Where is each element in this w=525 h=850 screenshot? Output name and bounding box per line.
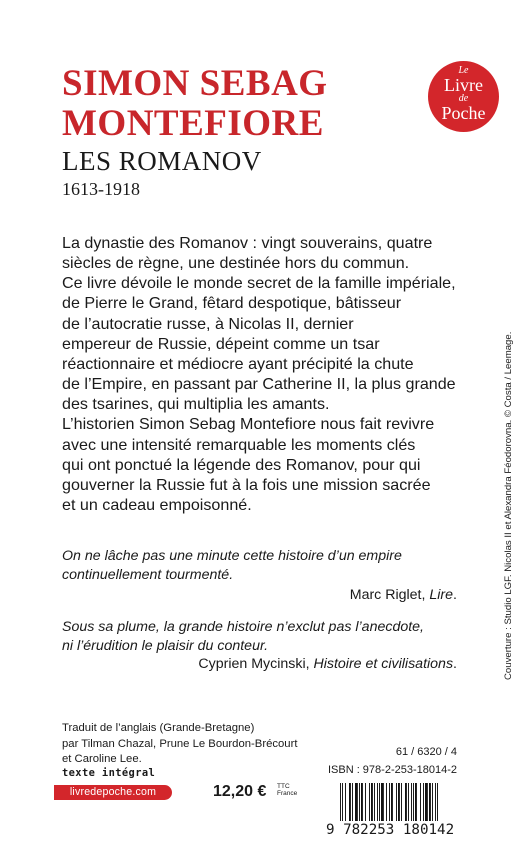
quote-punct: . — [453, 656, 457, 672]
barcode-bar — [374, 783, 375, 821]
translation-credits — [62, 721, 297, 768]
barcode-bar — [415, 783, 417, 821]
barcode-bar — [369, 783, 370, 821]
press-quote-2 — [62, 618, 462, 656]
summary-line: gouverner la Russie fut à la fois une mission sacrée — [62, 475, 431, 494]
integral-text-label: texte intégral — [62, 767, 156, 779]
summary-line: réactionnaire et médiocre ayant précipité la chute — [62, 354, 414, 373]
logo-line-1: Le — [458, 65, 469, 76]
barcode-bar — [345, 783, 346, 821]
barcode-bar — [408, 783, 409, 821]
summary-line: et un cadeau empoisonné. — [62, 496, 252, 515]
price-tax-line-1: TTC — [277, 783, 290, 790]
quote-author: Marc Riglet, — [349, 587, 430, 603]
barcode-bar — [413, 783, 414, 821]
barcode-bar — [396, 783, 397, 821]
barcode-bar — [420, 783, 421, 821]
summary-line: L’historien Simon Sebag Montefiore nous fait revivre — [62, 415, 435, 434]
barcode-bar — [386, 783, 387, 821]
barcode-bar — [411, 783, 412, 821]
quote-line: Sous sa plume, la grande histoire n’exclut pas l’anecdote, — [62, 619, 424, 635]
quote-line: On ne lâche pas une minute cette histoire d’un empire — [62, 548, 402, 564]
quote-punct: . — [453, 587, 457, 603]
quote-line: ni l’érudition le plaisir du conteur. — [62, 638, 269, 654]
author-line-2: MONTEFIORE — [62, 103, 324, 144]
livre-de-poche-logo — [428, 61, 499, 132]
barcode-bar — [391, 783, 393, 821]
barcode-bar — [355, 783, 358, 821]
press-quote-1 — [62, 547, 462, 585]
book-summary — [62, 233, 482, 515]
summary-line: Ce livre dévoile le monde secret de la famille impériale, — [62, 274, 456, 293]
book-title: LES ROMANOV — [62, 146, 262, 176]
logo-line-3: de — [458, 93, 469, 104]
author-name — [62, 64, 328, 144]
summary-line: avec une intensité remarquable les moments clés — [62, 435, 416, 454]
catalog-reference: 61 / 6320 / 4 — [395, 746, 457, 758]
quote-author: Cyprien Mycinski, — [198, 656, 314, 672]
summary-line: des tsarines, qui multiplia les amants. — [62, 395, 330, 414]
logo-line-2: Livre — [444, 75, 483, 95]
summary-line: qui ont ponctué la légende des Romanov, pour qui — [62, 455, 421, 474]
barcode-bar — [423, 783, 424, 821]
barcode-digits: 9 782253 180142 — [326, 822, 455, 838]
barcode-bar — [361, 783, 363, 821]
barcode-bar — [437, 783, 438, 821]
summary-line: de l’Empire, en passant par Catherine II, la plus grande — [62, 375, 456, 394]
cover-credit: Couverture : Studio LGF. Nicolas II et Alexandra Féodorovna. © Costa / Leemage. — [503, 331, 514, 680]
barcode-bar — [379, 783, 380, 821]
summary-line: La dynastie des Romanov : vingt souverains, quatre — [62, 234, 433, 252]
summary-line: siècles de règne, une destinée hors du commun. — [62, 254, 410, 273]
barcode-bar — [359, 783, 360, 821]
quote-source: Lire — [429, 587, 454, 603]
barcode-bar — [435, 783, 436, 821]
logo-line-4: Poche — [441, 103, 486, 123]
barcode-bar — [352, 783, 353, 821]
barcode-bar — [405, 783, 407, 821]
price-tax-line-2: France — [277, 790, 298, 797]
barcode-bar — [398, 783, 400, 821]
barcode-bar — [340, 783, 341, 821]
barcode-bar — [401, 783, 402, 821]
website-link[interactable]: livredepoche.com — [54, 785, 172, 800]
book-dates: 1613-1918 — [62, 179, 140, 199]
barcode-bar — [342, 783, 343, 821]
summary-line: empereur de Russie, dépeint comme un tsar — [62, 334, 380, 353]
translation-line: Traduit de l’anglais (Grande-Bretagne) — [62, 722, 255, 734]
barcode-bar — [389, 783, 390, 821]
quote-line: continuellement tourmenté. — [62, 567, 234, 583]
barcode-bar — [349, 783, 351, 821]
barcode-bar — [432, 783, 433, 821]
price: 12,20 € — [213, 783, 267, 800]
quote-1-citation — [350, 586, 457, 605]
summary-line: de l’autocratie russe, à Nicolas II, dernier — [62, 314, 354, 333]
translation-line: et Caroline Lee. — [62, 753, 142, 765]
author-line-1: SIMON SEBAG — [62, 63, 328, 104]
quote-2-citation — [198, 655, 457, 674]
quote-source: Histoire et civilisations — [313, 656, 454, 672]
barcode-bar — [381, 783, 384, 821]
barcode-bar — [377, 783, 378, 821]
barcode-bar — [429, 783, 431, 821]
barcode-bar — [365, 783, 366, 821]
barcode-bar — [425, 783, 428, 821]
barcode-bar — [371, 783, 373, 821]
summary-line: de Pierre le Grand, fêtard despotique, bâtisseur — [62, 294, 402, 313]
isbn: ISBN : 978-2-253-18014-2 — [327, 764, 457, 776]
translation-line: par Tilman Chazal, Prune Le Bourdon-Brécourt — [62, 737, 298, 750]
price-tax-note — [277, 783, 297, 797]
